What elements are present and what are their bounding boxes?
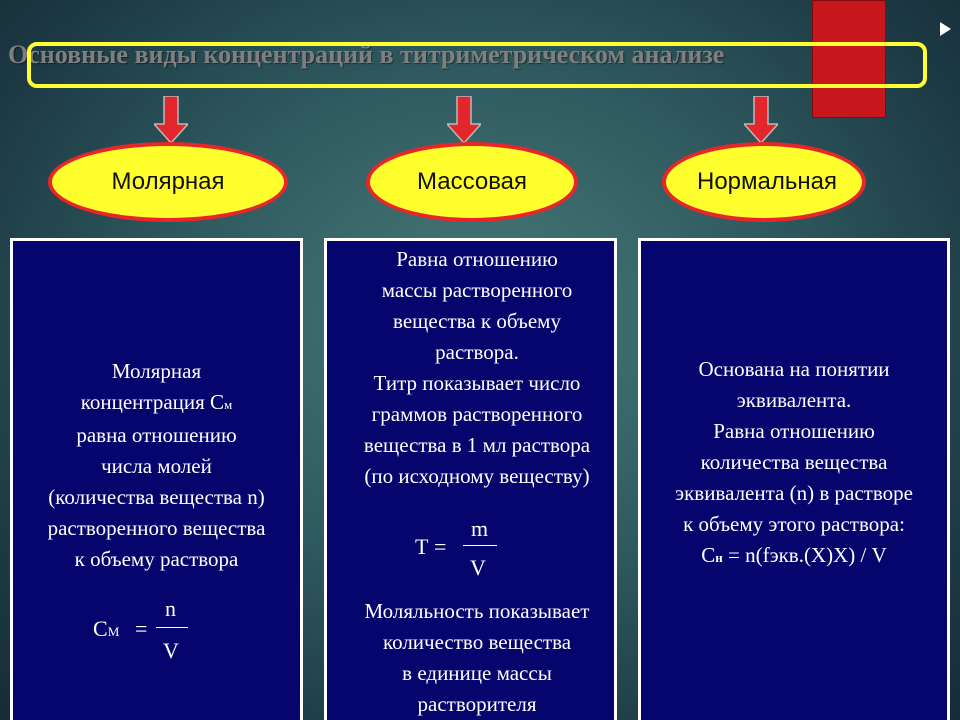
oval-molar xyxy=(48,142,288,222)
text-line: растворителя xyxy=(417,692,537,716)
oval-label: Массовая xyxy=(416,168,528,195)
normal-formula: Сн = n(fэкв.(X)X) / V xyxy=(701,543,887,567)
title-highlight-frame xyxy=(27,42,927,88)
oval-mass xyxy=(366,142,578,222)
panel-text xyxy=(13,356,300,575)
text-line: вещества в 1 мл раствора xyxy=(363,433,591,457)
oval-normal xyxy=(662,142,866,222)
fraction-bar xyxy=(463,545,497,546)
text-line: количество вещества xyxy=(382,630,572,654)
panel-text xyxy=(641,354,947,573)
text-line: вещества к объему xyxy=(393,309,561,333)
panel-text xyxy=(327,244,627,492)
text-line: Титр показывает число xyxy=(373,371,581,395)
text-line: равна отношению xyxy=(76,423,237,447)
panel-mass xyxy=(324,238,617,720)
text-line: эквивалента (n) в растворе xyxy=(675,481,913,505)
text-line: растворенного вещества xyxy=(47,516,266,540)
mass-denominator: V xyxy=(470,555,486,580)
text-line: Молярная xyxy=(111,359,202,383)
text-line: Равна отношению xyxy=(396,247,558,271)
molality-text xyxy=(327,596,627,720)
arrow-down-icon xyxy=(154,96,188,144)
molar-numerator: n xyxy=(165,596,176,621)
molar-formula-lhs: СМ xyxy=(93,616,120,641)
fraction-bar xyxy=(156,627,188,628)
text-line: (по исходному веществу) xyxy=(364,464,590,488)
text-line: в единице массы xyxy=(402,661,552,685)
panel-molar xyxy=(10,238,303,720)
text-line: Основана на понятии xyxy=(698,357,890,381)
arrow-down-icon xyxy=(744,96,778,144)
text-line: концентрация См xyxy=(80,390,233,414)
oval-label: Молярная xyxy=(111,168,225,195)
mass-numerator: m xyxy=(471,516,489,541)
text-line: к объему раствора xyxy=(74,547,239,571)
oval-label: Нормальная xyxy=(697,168,837,195)
arrow-down-icon xyxy=(447,96,481,144)
text-line: к объему этого раствора: xyxy=(683,512,905,536)
text-line: числа молей xyxy=(101,454,212,478)
mass-formula-lhs: Т = xyxy=(415,534,447,559)
molar-denominator: V xyxy=(163,638,179,663)
text-line: эквивалента. xyxy=(736,388,852,412)
panel-normal xyxy=(638,238,950,720)
text-line: количества вещества xyxy=(700,450,888,474)
text-line: граммов растворенного xyxy=(371,402,583,426)
molar-formula-eq: = xyxy=(135,616,148,641)
text-line: (количества вещества n) xyxy=(48,485,265,509)
text-line: раствора. xyxy=(435,340,519,364)
text-line: Моляльность показывает xyxy=(364,599,590,623)
play-arrow-icon xyxy=(940,22,951,36)
text-line: Равна отношению xyxy=(713,419,875,443)
slide-title: Основные виды концентраций в титриметрическом анализе xyxy=(8,40,725,69)
text-line: массы растворенного xyxy=(381,278,573,302)
